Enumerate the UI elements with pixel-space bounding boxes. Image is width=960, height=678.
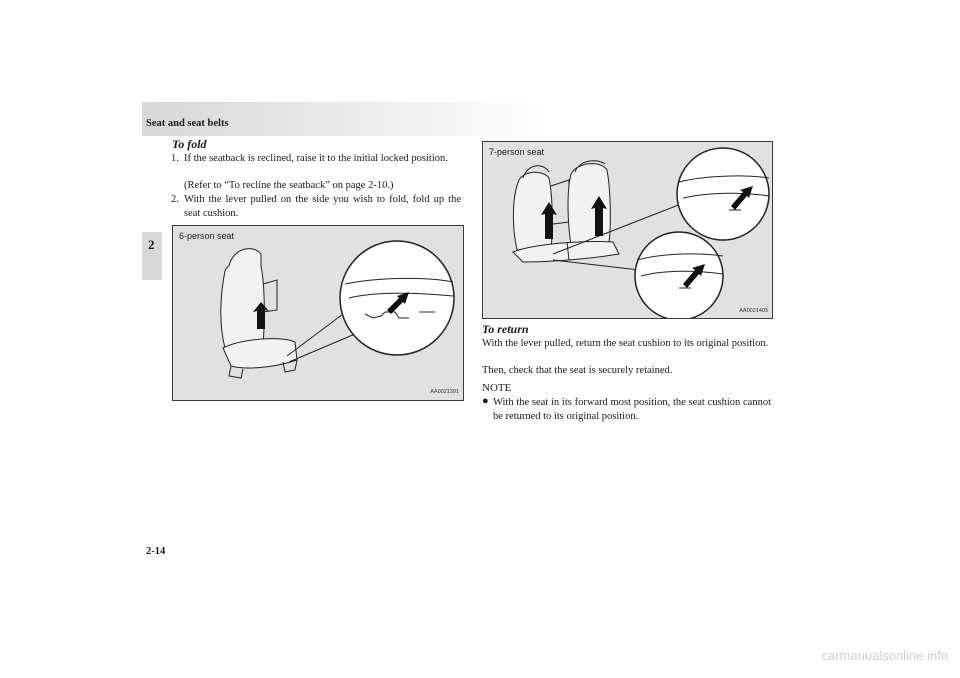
note-text: With the seat in its forward most position, the seat cushion cannot be returned to its original position. bbox=[493, 397, 771, 422]
step-1-text: If the seatback is reclined, raise it to the initial locked position. bbox=[184, 153, 448, 164]
step-2 bbox=[171, 193, 461, 220]
figure-6-person-seat bbox=[172, 225, 464, 401]
step-2-text: With the lever pulled on the side you wish to fold, fold up the seat cushion. bbox=[184, 194, 461, 219]
figure-code-7-person: AA0021405 bbox=[739, 308, 768, 314]
page-number: 2-14 bbox=[146, 546, 166, 557]
step-1-number: 1. bbox=[171, 153, 179, 164]
figure-7-person-seat bbox=[482, 141, 773, 319]
seat-illustration-6 bbox=[173, 226, 463, 400]
step-2-number: 2. bbox=[171, 194, 179, 205]
step-1 bbox=[171, 152, 461, 166]
figure-label-6-person: 6-person seat bbox=[179, 231, 235, 241]
seat-illustration-7 bbox=[483, 142, 772, 318]
watermark: carmanualsonline.info bbox=[821, 648, 948, 663]
section-title: Seat and seat belts bbox=[146, 118, 229, 129]
bullet-icon: ● bbox=[482, 395, 489, 407]
note-label: NOTE bbox=[482, 382, 512, 394]
heading-to-return: To return bbox=[482, 322, 529, 336]
return-paragraph-2: Then, check that the seat is securely retained. bbox=[482, 365, 673, 376]
figure-label-7-person: 7-person seat bbox=[489, 147, 545, 157]
heading-to-fold: To fold bbox=[172, 137, 207, 151]
return-paragraph-1: With the lever pulled, return the seat cushion to its original position. bbox=[482, 338, 769, 349]
step-1-note: (Refer to “To recline the seatback” on page 2-10.) bbox=[184, 180, 394, 191]
chapter-tab-number: 2 bbox=[148, 237, 155, 252]
figure-code-6-person: AA0021391 bbox=[430, 389, 459, 395]
